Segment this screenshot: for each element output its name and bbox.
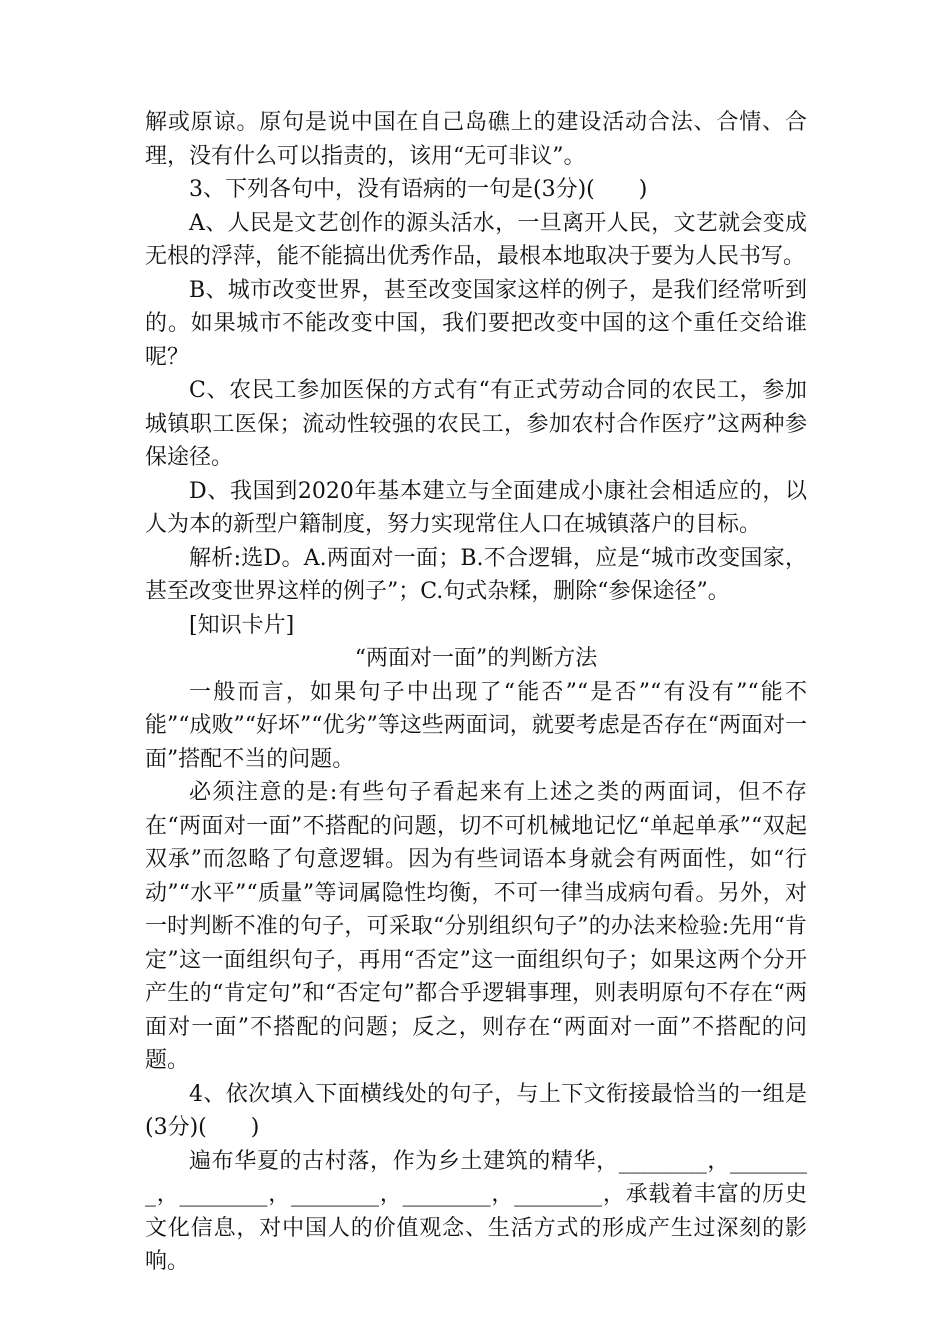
knowledge-card-body-2: 必须注意的是:有些句子看起来有上述之类的两面词，但不存在“两面对一面”不搭配的问题，切不可机械地记忆“单起单承”“双起双承”而忽略了句意逻辑。因为有些词语本身就会有两面性，如“行动”“水平”“质量”等词属隐性均衡，不可一律当成病句看。另外，对一时判断不准的句子，可采取“分别组织句子”的办法来检验:先用“肯定”这一面组织句子，再用“否定”这一面组织句子；如果这两个分开产生的“肯定句”和“否定句”都合乎逻辑事理，则表明原句不存在“两面对一面”不搭配的问题；反之，则存在“两面对一面”不搭配的问题。 bbox=[145, 780, 807, 1073]
knowledge-card-label: [知识卡片] bbox=[189, 612, 295, 638]
question-3-stem: 3、下列各句中，没有语病的一句是(3分)( ) bbox=[189, 177, 648, 202]
question-3-option-a: A、人民是文艺创作的源头活水，一旦离开人民，文艺就会变成无根的浮萍，能不能搞出优秀作品，最根本地取决于要为人民书写。 bbox=[145, 210, 807, 269]
question-3-analysis: 解析:选D。A.两面对一面；B.不合逻辑，应是“城市改变国家，甚至改变世界这样的例子”；C.句式杂糅，删除“参保途径”。 bbox=[145, 545, 807, 604]
question-4-stem: 4、依次填入下面横线处的句子，与上下文衔接最恰当的一组是(3分)( ) bbox=[145, 1081, 807, 1140]
question-3-option-d: D、我国到2020年基本建立与全面建成小康社会相适应的，以人为本的新型户籍制度，努力实现常住人口在城镇落户的目标。 bbox=[145, 478, 807, 537]
knowledge-card-title: “两面对一面”的判断方法 bbox=[354, 646, 598, 671]
question-3-option-b: B、城市改变世界，甚至改变国家这样的例子，是我们经常听到的。如果城市不能改变中国，我们要把改变中国的这个重任交给谁呢？ bbox=[145, 277, 807, 370]
document-page bbox=[145, 106, 807, 1279]
question-4-passage: 遍布华夏的古村落，作为乡土建筑的精华，________，________，________，________，________，________，承载着丰富的历史文化信息，对中国人的价值观念、生活方式的形成产生过深刻的影响。 bbox=[145, 1148, 807, 1274]
question-3-option-c: C、农民工参加医保的方式有“有正式劳动合同的农民工，参加城镇职工医保；流动性较强的农民工，参加农村合作医疗”这两种参保途径。 bbox=[145, 378, 807, 470]
analysis-continuation: 解或原谅。原句是说中国在自己岛礁上的建设活动合法、合情、合理，没有什么可以指责的，该用“无可非议”。 bbox=[145, 110, 807, 169]
knowledge-card-body-1: 一般而言，如果句子中出现了“能否”“是否”“有没有”“能不能”“成败”“好坏”“优劣”等这些两面词，就要考虑是否存在“两面对一面”搭配不当的问题。 bbox=[145, 679, 807, 772]
